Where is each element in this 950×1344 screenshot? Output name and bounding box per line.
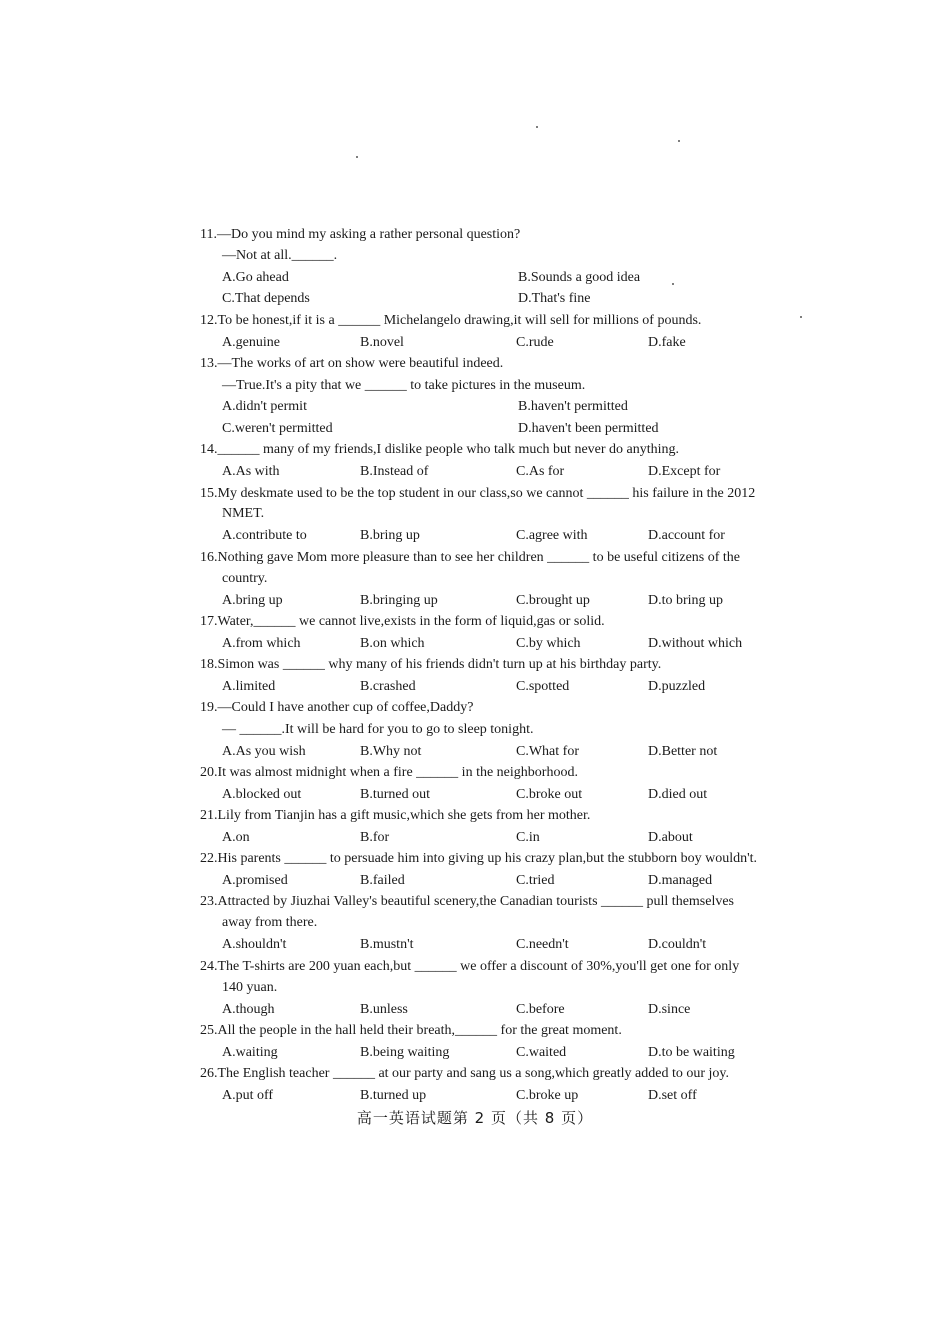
q12-option-a: A.genuine: [222, 335, 280, 350]
q13-option-d: D.haven't been permitted: [518, 421, 659, 436]
q23-option-b: B.mustn't: [360, 937, 414, 952]
q13-option-a: A.didn't permit: [222, 399, 307, 414]
q21-option-d: D.about: [648, 830, 693, 845]
q18-option-d: D.puzzled: [648, 679, 706, 694]
question-16-stem: 16.Nothing gave Mom more pleasure than to see her children ______ to be useful citizens of the: [200, 550, 741, 565]
q15-option-a: A.contribute to: [222, 528, 307, 543]
q23-option-a: A.shouldn't: [222, 937, 287, 952]
q12-option-d: D.fake: [648, 335, 686, 350]
question-13-stem: 13.—The works of art on show were beautiful indeed.: [200, 356, 504, 371]
q23-option-c: C.needn't: [516, 937, 569, 952]
question-22-stem: 22.His parents ______ to persuade him into giving up his crazy plan,but the stubborn boy wouldn't.: [200, 851, 758, 866]
q19-option-d: D.Better not: [648, 744, 718, 759]
q15-option-b: B.bring up: [360, 528, 420, 543]
scan-speck: [356, 156, 358, 158]
q24-option-b: B.unless: [360, 1002, 408, 1017]
q24-option-d: D.since: [648, 1002, 691, 1017]
q21-option-a: A.on: [222, 830, 250, 845]
q23-option-d: D.couldn't: [648, 937, 707, 952]
q17-option-a: A.from which: [222, 636, 301, 651]
question-20-stem: 20.It was almost midnight when a fire ______ in the neighborhood.: [200, 765, 578, 780]
scan-speck: [672, 283, 674, 285]
question-14-stem: 14.______ many of my friends,I dislike people who talk much but never do anything.: [200, 442, 680, 457]
q13-option-c: C.weren't permitted: [222, 421, 333, 436]
q25-option-a: A.waiting: [222, 1045, 278, 1060]
q12-option-c: C.rude: [516, 335, 554, 350]
q21-option-b: B.for: [360, 830, 390, 845]
question-24-stem-cont: 140 yuan.: [222, 980, 278, 995]
q20-option-b: B.turned out: [360, 787, 430, 802]
q11-option-d: D.That's fine: [518, 291, 591, 306]
question-11-stem: 11.—Do you mind my asking a rather personal question?: [200, 227, 521, 242]
q20-option-a: A.blocked out: [222, 787, 302, 802]
q20-option-c: C.broke out: [516, 787, 583, 802]
q24-option-c: C.before: [516, 1002, 565, 1017]
question-21-stem: 21.Lily from Tianjin has a gift music,which she gets from her mother.: [200, 808, 591, 823]
q19-option-b: B.Why not: [360, 744, 422, 759]
question-19-stem: 19.—Could I have another cup of coffee,Daddy?: [200, 700, 474, 715]
q25-option-d: D.to be waiting: [648, 1045, 735, 1060]
q24-option-a: A.though: [222, 1002, 275, 1017]
q22-option-b: B.failed: [360, 873, 405, 888]
q22-option-a: A.promised: [222, 873, 288, 888]
q17-option-b: B.on which: [360, 636, 425, 651]
q20-option-d: D.died out: [648, 787, 708, 802]
question-11-response: —Not at all.______.: [222, 248, 338, 263]
question-19-response: — ______.It will be hard for you to go to sleep tonight.: [222, 722, 534, 737]
q26-option-a: A.put off: [222, 1088, 274, 1103]
q18-option-a: A.limited: [222, 679, 276, 694]
question-13-response: —True.It's a pity that we ______ to take pictures in the museum.: [222, 378, 586, 393]
q25-option-c: C.waited: [516, 1045, 567, 1060]
q11-option-c: C.That depends: [222, 291, 310, 306]
q13-option-b: B.haven't permitted: [518, 399, 628, 414]
q17-option-d: D.without which: [648, 636, 743, 651]
question-15-stem-cont: NMET.: [222, 506, 265, 521]
q11-option-a: A.Go ahead: [222, 270, 289, 285]
scan-speck: [800, 316, 802, 318]
q14-option-d: D.Except for: [648, 464, 721, 479]
q14-option-b: B.Instead of: [360, 464, 429, 479]
question-15-stem: 15.My deskmate used to be the top student in our class,so we cannot ______ his failure in the 2012: [200, 486, 756, 501]
q18-option-c: C.spotted: [516, 679, 570, 694]
q22-option-c: C.tried: [516, 873, 555, 888]
question-16-stem-cont: country.: [222, 571, 268, 586]
q19-option-a: A.As you wish: [222, 744, 306, 759]
q12-option-b: B.novel: [360, 335, 404, 350]
q14-option-a: A.As with: [222, 464, 280, 479]
q26-option-d: D.set off: [648, 1088, 697, 1103]
page-footer: 高一英语试题第 2 页（共 8 页）: [356, 1109, 594, 1127]
q22-option-d: D.managed: [648, 873, 713, 888]
scan-speck: [678, 140, 680, 142]
q26-option-b: B.turned up: [360, 1088, 427, 1103]
q15-option-c: C.agree with: [516, 528, 588, 543]
question-26-stem: 26.The English teacher ______ at our party and sang us a song,which greatly added to our joy.: [200, 1066, 730, 1081]
question-23-stem: 23.Attracted by Jiuzhai Valley's beautiful scenery,the Canadian tourists ______ pull themselves: [200, 894, 735, 909]
q17-option-c: C.by which: [516, 636, 581, 651]
q15-option-d: D.account for: [648, 528, 725, 543]
question-24-stem: 24.The T-shirts are 200 yuan each,but ______ we offer a discount of 30%,you'll get one for only: [200, 959, 740, 974]
scan-speck: [536, 126, 538, 128]
q25-option-b: B.being waiting: [360, 1045, 450, 1060]
q18-option-b: B.crashed: [360, 679, 416, 694]
q21-option-c: C.in: [516, 830, 540, 845]
question-18-stem: 18.Simon was ______ why many of his friends didn't turn up at his birthday party.: [200, 657, 662, 672]
q11-option-b: B.Sounds a good idea: [518, 270, 641, 285]
question-25-stem: 25.All the people in the hall held their breath,______ for the great moment.: [200, 1023, 622, 1038]
question-23-stem-cont: away from there.: [222, 915, 318, 930]
q16-option-c: C.brought up: [516, 593, 590, 608]
q26-option-c: C.broke up: [516, 1088, 579, 1103]
q16-option-b: B.bringing up: [360, 593, 438, 608]
question-17-stem: 17.Water,______ we cannot live,exists in the form of liquid,gas or solid.: [200, 614, 605, 629]
q19-option-c: C.What for: [516, 744, 579, 759]
q16-option-a: A.bring up: [222, 593, 283, 608]
q16-option-d: D.to bring up: [648, 593, 724, 608]
question-12-stem: 12.To be honest,if it is a ______ Michelangelo drawing,it will sell for millions of pounds.: [200, 313, 702, 328]
q14-option-c: C.As for: [516, 464, 565, 479]
